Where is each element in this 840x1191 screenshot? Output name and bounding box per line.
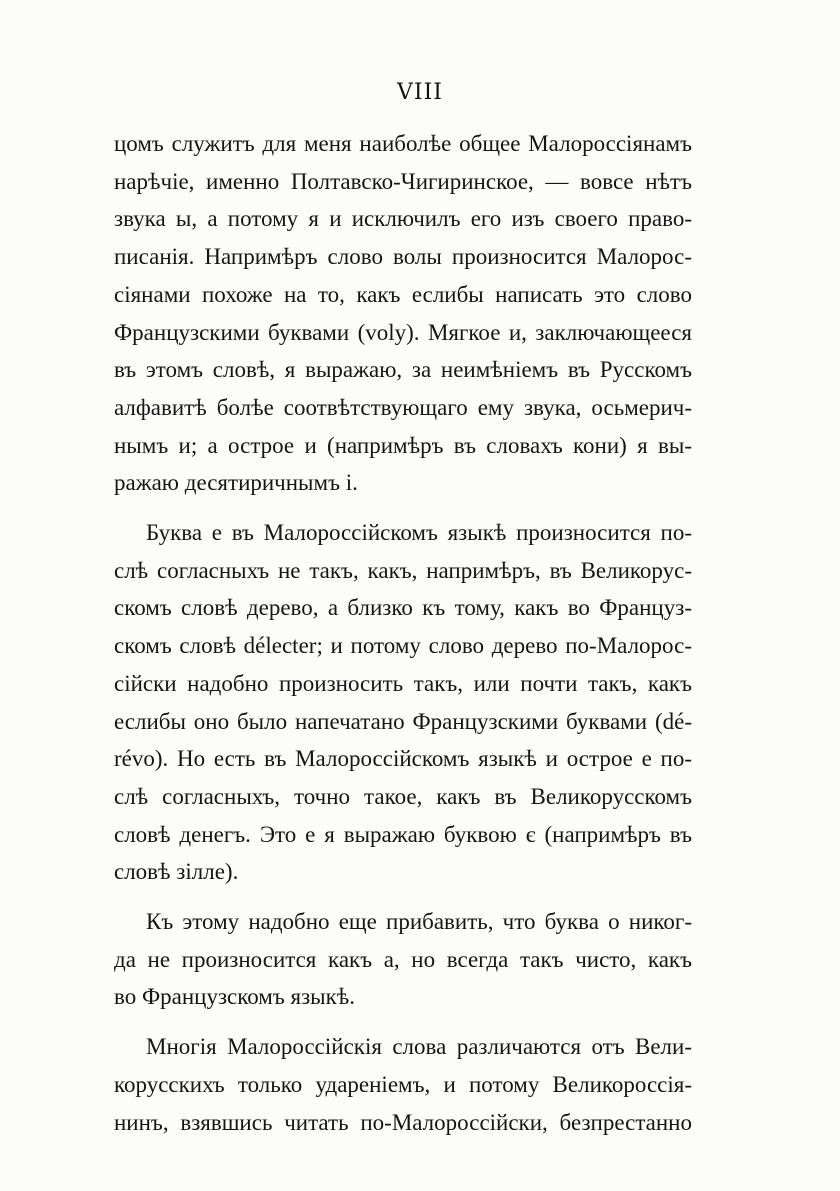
- text-line: нинъ, взявшись читать по-Малороссійски, безпрестанно: [114, 1109, 692, 1135]
- body-text: [114, 125, 692, 1153]
- text-line: нарѣчіе, именно Полтавско-Чигиринское, — вовсе нѣтъ: [114, 168, 692, 194]
- text-line: Буква е въ Малороссійскомъ языкѣ произносится по-: [146, 520, 692, 546]
- text-line: корусскихъ только удареніемъ, и потому Великороссія-: [114, 1071, 692, 1097]
- text-line: словѣ денегъ. Это е я выражаю буквою є (напримѣръ въ: [114, 821, 692, 847]
- text-line: словѣ зілле).: [114, 859, 239, 885]
- text-line: révo). Но есть въ Малороссійскомъ языкѣ и острое е по-: [114, 746, 692, 772]
- text-line: нымъ и; а острое и (напримѣръ въ словахъ кони) я вы-: [114, 432, 692, 458]
- paragraph-4: [114, 1028, 692, 1141]
- paragraph-3: [114, 903, 692, 1016]
- text-line: цомъ служитъ для меня наиболѣе общее Малороссіянамъ: [114, 131, 692, 156]
- text-line: въ этомъ словѣ, я выражаю, за неимѣніемъ въ Русскомъ: [114, 357, 692, 383]
- text-line: слѣ согласныхъ не такъ, какъ, напримѣръ, въ Великорус-: [114, 557, 692, 583]
- text-line: скомъ словѣ дерево, а близко къ тому, какъ во Француз-: [114, 595, 692, 621]
- text-line: скомъ словѣ délecter; и потому слово дерево по-Малорос-: [114, 633, 692, 659]
- text-line: слѣ согласныхъ, точно такое, какъ въ Великорусскомъ: [114, 783, 692, 809]
- text-line: писанія. Напримѣръ слово волы произносится Малорос-: [114, 244, 692, 270]
- text-line: алфавитѣ болѣе соотвѣтствующаго ему звука, осьмерич-: [114, 394, 692, 420]
- text-line: Къ этому надобно еще прибавить, что буква о никог-: [146, 909, 692, 935]
- paragraph-1: [114, 125, 692, 502]
- text-line: Французскими буквами (voly). Мягкое и, заключающееся: [114, 319, 692, 345]
- text-line: еслибы оно было напечатано Французскими буквами (dé-: [114, 708, 692, 734]
- paragraph-2: [114, 514, 692, 891]
- text-line: звука ы, а потому я и исключилъ его изъ своего право-: [114, 206, 692, 232]
- text-line: да не произносится какъ а, но всегда такъ чисто, какъ: [114, 946, 692, 972]
- text-line: сіянами похоже на то, какъ еслибы написать это слово: [114, 281, 692, 307]
- text-line: во Французскомъ языкѣ.: [114, 984, 356, 1010]
- page-number: VIII: [397, 80, 443, 105]
- text-line: ражаю десятиричнымъ і.: [114, 470, 358, 496]
- text-line: Многія Малороссійскія слова различаются отъ Вели-: [146, 1034, 692, 1060]
- text-line: сійски надобно произносить такъ, или почти такъ, какъ: [114, 670, 692, 696]
